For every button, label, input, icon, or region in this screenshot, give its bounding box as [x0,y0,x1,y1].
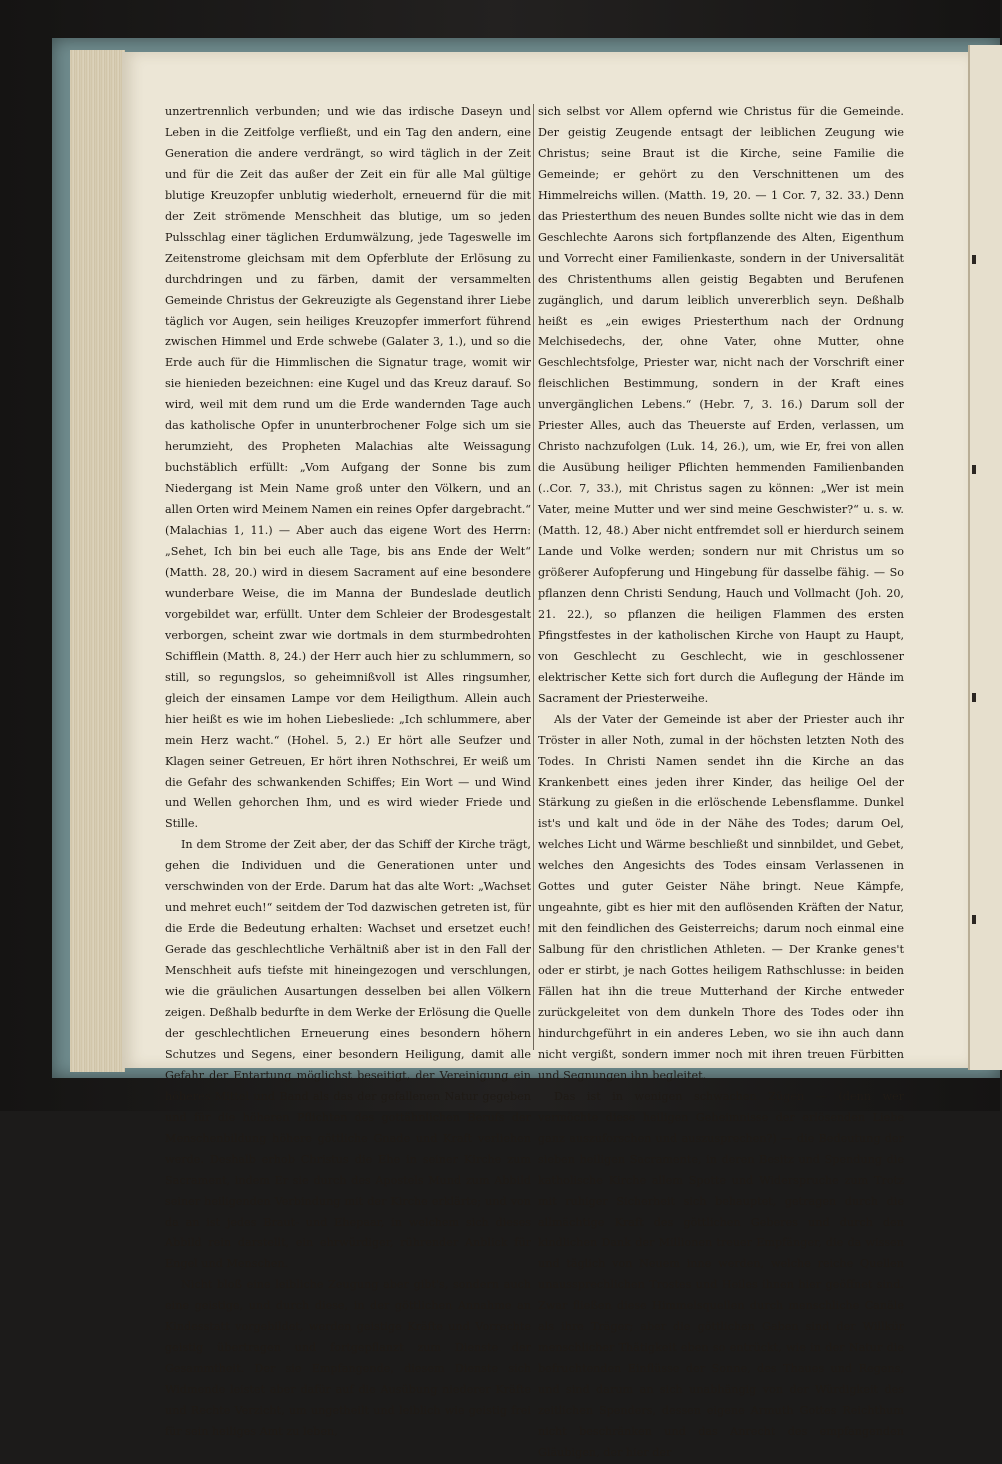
facing-page-edge [968,45,1002,1070]
paragraph: sich selbst vor Allem opfernd wie Christus für die Gemeinde. Der geistig Zeugende entsagt der leiblichen Zeugung wie Christus; seine Braut ist die Kirche, seine Familie die Gemeinde; er gehört zu den Verschnittenen um des Himmelreichs willen. (Matth. 19, 20. — 1 Cor. 7, 32. 33.) Denn das Priesterthum des neuen Bundes sollte nicht wie das in dem Geschlechte Aarons sich fortpflanzende des Alten, Eigenthum und Vorrecht einer Familienkaste, sondern in der Universalität des Christenthums allen geistig Begabten und Berufenen zugänglich, und darum leiblich unvererblich seyn. Deßhalb heißt es „ein ewiges Priesterthum nach der Ordnung Melchisedechs, der, ohne Vater, ohne Mutter, ohne Geschlechtsfolge, Priester war, nicht nach der Vorschrift einer fleischlichen Bestimmung, sondern in der Kraft eines unvergänglichen Lebens.“ (Hebr. 7, 3. 16.) Darum soll der Priester Alles, auch das Theuerste auf Erden, verlassen, um Christo nachzufolgen (Luk. 14, 26.), um, wie Er, frei von allen die Ausübung heiliger Pflichten hemmenden Familienbanden (..Cor. 7, 33.), mit Christus sagen zu können: „Wer ist mein Vater, meine Mutter und wer sind meine Geschwister?“ u. s. w. (Matth. 12, 48.) Aber nicht entfremdet soll er hierdurch seinem Lande und Volke werden; sondern nur mit Christus um so größerer Aufopferung und Hingebung für dasselbe fähig. — So pflanzen denn Christi Sendung, Hauch und Vollmacht (Joh. 20, 21. 22.), so pflanzen die heiligen Flammen des ersten Pfingstfestes in der katholischen Kirche von Haupt zu Haupt, von Geschlecht zu Geschlecht, wie in geschlossener elektrischer Kette sich fort durch die Auflegung der Hände im Sacrament der Priesterweihe. [538,105,904,705]
book-page [122,52,968,1459]
paragraph: Das ist in wenigen schwachen Zügen — (denn wer vermöchte diese heiligen Geheimnisse der erlösenden Liebe ganz auszuforschen und auszusprechen?) — die Bedeutung der sieben heiligen Sacramente, in deren Besitz und Spendung die katholische Kirche allem Spotte und Widerspruche zum Trotz mit ruhiger Sicherheit sich behauptet, getragen durch die allmächtige Kraft des göttlichen Geberes und durch den kindlichen Dank der Millionen treuer Empfänger, die da wissen und täglich von Neuem inne werden, welche reiche Quellen unaussprechlichen Trostes und Heiles ihnen hier geöffnet sind. Zwar fließen diese Himmelsquellen durch menschliche Canäle als ihre Träger; aber die göttlichen Gaben sind der Willkür menschlicher Thätigkeit eben so entrückt, wie in der Natur die befruchtenden Einflüsse der Sonne, des Thaues und Regens, und sind darum an sich unabhängig von der Würdigkeit des zeitlichen Spenders, dessen eigene Armuth Gottes Reichthum nicht beschränken und das Anrecht des empfangenden Gläubigen, der hier der [538,1089,904,1459]
paragraph: unzertrennlich verbunden; und wie das irdische Daseyn und Leben in die Zeitfolge verfließt, und ein Tag den andern, eine Generation die andere verdrängt, so wird täglich in der Zeit und für die Zeit das außer der Zeit ein für alle Mal gültige blutige Kreuzopfer unblutig wiederholt, erneuernd für die mit der Zeit strömende Menschheit das blutige, um so jeden Pulsschlag einer täglichen Erdumwälzung, jede Tageswelle im Zeitenstrome gleichsam mit dem Opferblute der Erlösung zu durchdringen und zu färben, damit der versammelten Gemeinde Christus der Gekreuzigte als Gegenstand ihrer Liebe täglich vor Augen, sein heiliges Kreuzopfer immerfort führend zwischen Himmel und Erde schwebe (Galater 3, 1.), und so die Erde auch für die Himmlischen die Signatur trage, womit wir sie hienieden bezeichnen: eine Kugel und das Kreuz darauf. So wird, weil mit dem rund um die Erde wandernden Tage auch das katholische Opfer in ununterbrochener Folge sich um sie herumzieht, des Propheten Malachias alte Weissagung buchstäblich erfüllt: „Vom Aufgang der Sonne bis zum Niedergang ist Mein Name groß unter den Völkern, und an allen Orten wird Meinem Namen ein reines Opfer dargebracht.“ (Malachias 1, 11.) — Aber auch das eigene Wort des Herrn: „Sehet, Ich bin bei euch alle Tage, bis ans Ende der Welt“ (Matth. 28, 20.) wird in diesem Sacrament auf eine besondere wunderbare Weise, die im Manna der Bundeslade deutlich vorgebildet war, erfüllt. Unter dem Schleier der Brodesgestalt verborgen, scheint zwar wie dortmals in dem sturmbedrohten Schifflein (Matth. 8, 24.) der Herr auch hier zu schlummern, so still, so regungslos, so geheimnißvoll ist Alles ringsumher, gleich der einsamen Lampe vor dem Heiligthum. Allein auch hier heißt es wie im hohen Liebesliede: „Ich schlummere, aber mein Herz wacht.“ (Hohel. 5, 2.) Er hört alle Seufzer und Klagen seiner Getreuen, Er hört ihren Nothschrei, Er weiß um die Gefahr des schwankenden Schiffes; Ein Wort — und Wind und Wellen gehorchen Ihm, und es wird wieder Friede und Stille. [165,105,531,831]
margin-mark [972,693,976,702]
paragraph: Nicht bloß eine leibliche Zeugung aber gibt's, sondern auch eine geistige, und durch diese, in der göttlichen Annahme an Kindesstatt vorgebildet, werden geistige Kräfte und Vorrechte geistig übertragen und fortgepflanzt zum Dienste der Gesammtheit. Der sie Empfangende, diesem Dienste sich Widmende leistet aber dafür auf die Ausübung niederer Kräfte und Rechte Verzicht, um ungetheilt und leiblich wie geistig frei für sein heiliges Amt zu leben, [165,1278,531,1439]
margin-mark [972,915,976,924]
page-edges [70,50,125,1072]
margin-mark [972,255,976,264]
right-column [538,102,904,1464]
column-divider [533,104,534,1050]
paragraph: In dem Strome der Zeit aber, der das Schiff der Kirche trägt, gehen die Individuen und die Generationen unter und verschwinden von der Erde. Darum hat das alte Wort: „Wachset und mehret euch!“ seitdem der Tod dazwischen getreten ist, für die Erde die Bedeutung erhalten: Wachset und ersetzet euch! Gerade das geschlechtliche Verhältniß aber ist in den Fall der Menschheit aufs tiefste mit hineingezogen und verschlungen, wie die gräulichen Ausartungen desselben bei allen Völkern zeigen. Deßhalb bedurfte in dem Werke der Erlösung die Quelle der geschlechtlichen Erneuerung eines besondern höhern Schutzes und Segens, einer besondern Heiligung, damit alle Gefahr der Entartung möglichst beseitigt, der Vereinigung ein höheres Mittel und Band als das der gefallenen Natur gegeben und für die höheren Pflichten des gottähnlichen Berufs der Menschenbildung höhere göttliche Gnade und Kraft verliehen werde. Deshalb erhob Christus die Ehe in seiner Kirche zum Sacrament, indem Er sie durch des Apostels Mund zum Abbild seiner heiligenden Verbindung mit der Kirche erklärte; und von da an ist jedes Braut- und Ehepaar, in welchem sich dieses Abbild rein darstellt, ein ehrwürdiger, rührender Anblick für Engel und Menschen. [165,838,531,1271]
margin-mark [972,465,976,474]
paragraph: Als der Vater der Gemeinde ist aber der Priester auch ihr Tröster in aller Noth, zumal in der höchsten letzten Noth des Todes. In Christi Namen sendet ihn die Kirche an das Krankenbett eines jeden ihrer Kinder, das heilige Oel der Stärkung zu gießen in die erlöschende Lebensflamme. Dunkel ist's und kalt und öde in der Nähe des Todes; darum Oel, welches Licht und Wärme beschließt und sinnbildet, und Gebet, welches den Angesichts des Todes einsam Verlassenen in Gottes und guter Geister Nähe bringt. Neue Kämpfe, ungeahnte, gibt es hier mit den auflösenden Kräften der Natur, mit den feindlichen des Geisterreichs; darum noch einmal eine Salbung für den christlichen Athleten. — Der Kranke genes't oder er stirbt, je nach Gottes heiligem Rathschlusse: in beiden Fällen hat ihn die treue Mutterhand der Kirche entweder zurückgeleitet von dem dunkeln Thore des Todes oder ihn hindurchgeführt in ein anderes Leben, wo sie ihn auch dann nicht vergißt, sondern immer noch mit ihren treuen Fürbitten und Segnungen ihn begleitet. [538,712,904,1082]
left-column [165,102,531,1443]
